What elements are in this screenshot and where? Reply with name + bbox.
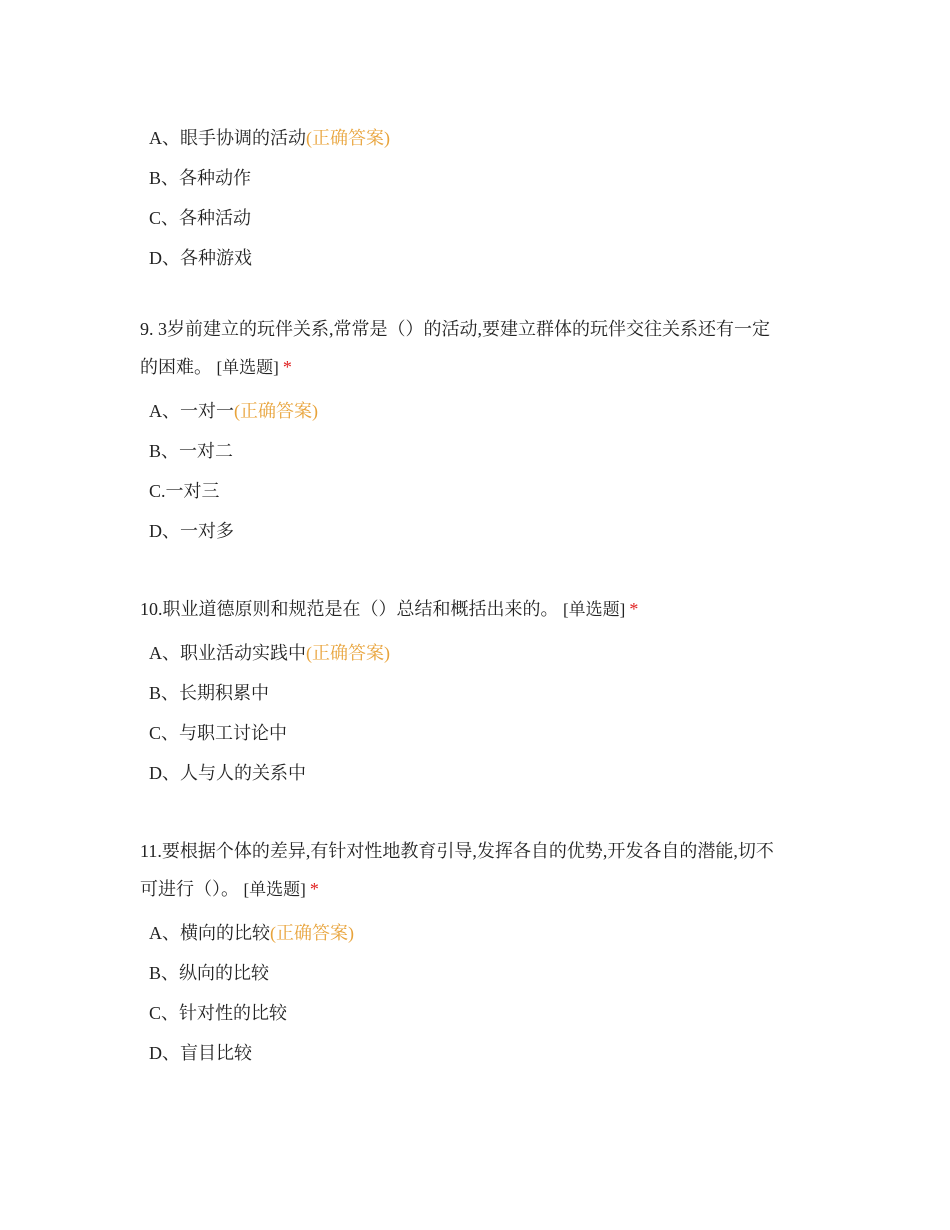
option-text: D、人与人的关系中: [149, 763, 306, 783]
option-text: B、一对二: [149, 441, 234, 461]
option-text: B、各种动作: [149, 168, 252, 188]
required-star: *: [282, 357, 292, 377]
question-10: [140, 590, 810, 793]
option-text: A、一对一: [149, 401, 234, 421]
question-9-option-c[interactable]: [140, 471, 810, 511]
question-type-label: [单选题]: [216, 358, 279, 377]
question-text-line-2: 的困难。: [140, 357, 212, 377]
question-9-title: [140, 310, 810, 387]
option-text: A、职业活动实践中: [149, 643, 306, 663]
question-9-option-b[interactable]: [140, 431, 810, 471]
question-8-option-d[interactable]: [140, 238, 810, 278]
question-11-option-a[interactable]: [140, 913, 810, 953]
option-text: A、眼手协调的活动: [149, 128, 306, 148]
option-text: D、一对多: [149, 521, 234, 541]
option-text: C、各种活动: [149, 208, 252, 228]
question-10-option-a[interactable]: [140, 633, 810, 673]
question-11-option-b[interactable]: [140, 953, 810, 993]
option-text: B、长期积累中: [149, 683, 270, 703]
option-text: A、横向的比较: [149, 923, 270, 943]
question-11-option-c[interactable]: [140, 993, 810, 1033]
option-text: C、针对性的比较: [149, 1003, 288, 1023]
option-text: B、纵向的比较: [149, 963, 270, 983]
required-star: *: [309, 879, 319, 899]
question-8-option-b[interactable]: [140, 158, 810, 198]
question-text-line-1: 9. 3岁前建立的玩伴关系,常常是（）的活动,要建立群体的玩伴交往关系还有一定: [140, 319, 770, 339]
question-10-options: [140, 633, 810, 793]
question-11: [140, 832, 810, 1073]
question-10-option-c[interactable]: [140, 713, 810, 753]
option-text: C、与职工讨论中: [149, 723, 288, 743]
question-8-option-c[interactable]: [140, 198, 810, 238]
question-11-title: [140, 832, 810, 909]
correct-answer-tag: (正确答案): [270, 923, 354, 943]
question-10-option-b[interactable]: [140, 673, 810, 713]
question-text-line-1: 11.要根据个体的差异,有针对性地教育引导,发挥各自的优势,开发各自的潜能,切不: [140, 841, 774, 861]
option-text: C.一对三: [149, 481, 220, 501]
question-type-label: [单选题]: [563, 600, 626, 619]
option-text: D、盲目比较: [149, 1043, 252, 1063]
question-text-line-2: 可进行（）。: [140, 879, 239, 899]
question-text-line-1: 10.职业道德原则和规范是在（）总结和概括出来的。: [140, 599, 559, 619]
question-8: [140, 114, 810, 278]
question-9: [140, 310, 810, 551]
question-9-option-a[interactable]: [140, 391, 810, 431]
question-11-option-d[interactable]: [140, 1033, 810, 1073]
question-9-option-d[interactable]: [140, 511, 810, 551]
correct-answer-tag: (正确答案): [234, 401, 318, 421]
correct-answer-tag: (正确答案): [306, 643, 390, 663]
question-10-option-d[interactable]: [140, 753, 810, 793]
correct-answer-tag: (正确答案): [306, 128, 390, 148]
question-11-options: [140, 913, 810, 1073]
question-8-option-a[interactable]: [140, 118, 810, 158]
required-star: *: [629, 599, 639, 619]
question-9-options: [140, 391, 810, 551]
question-8-options: [140, 118, 810, 278]
option-text: D、各种游戏: [149, 248, 252, 268]
question-10-title: [140, 590, 810, 629]
question-type-label: [单选题]: [243, 880, 306, 899]
